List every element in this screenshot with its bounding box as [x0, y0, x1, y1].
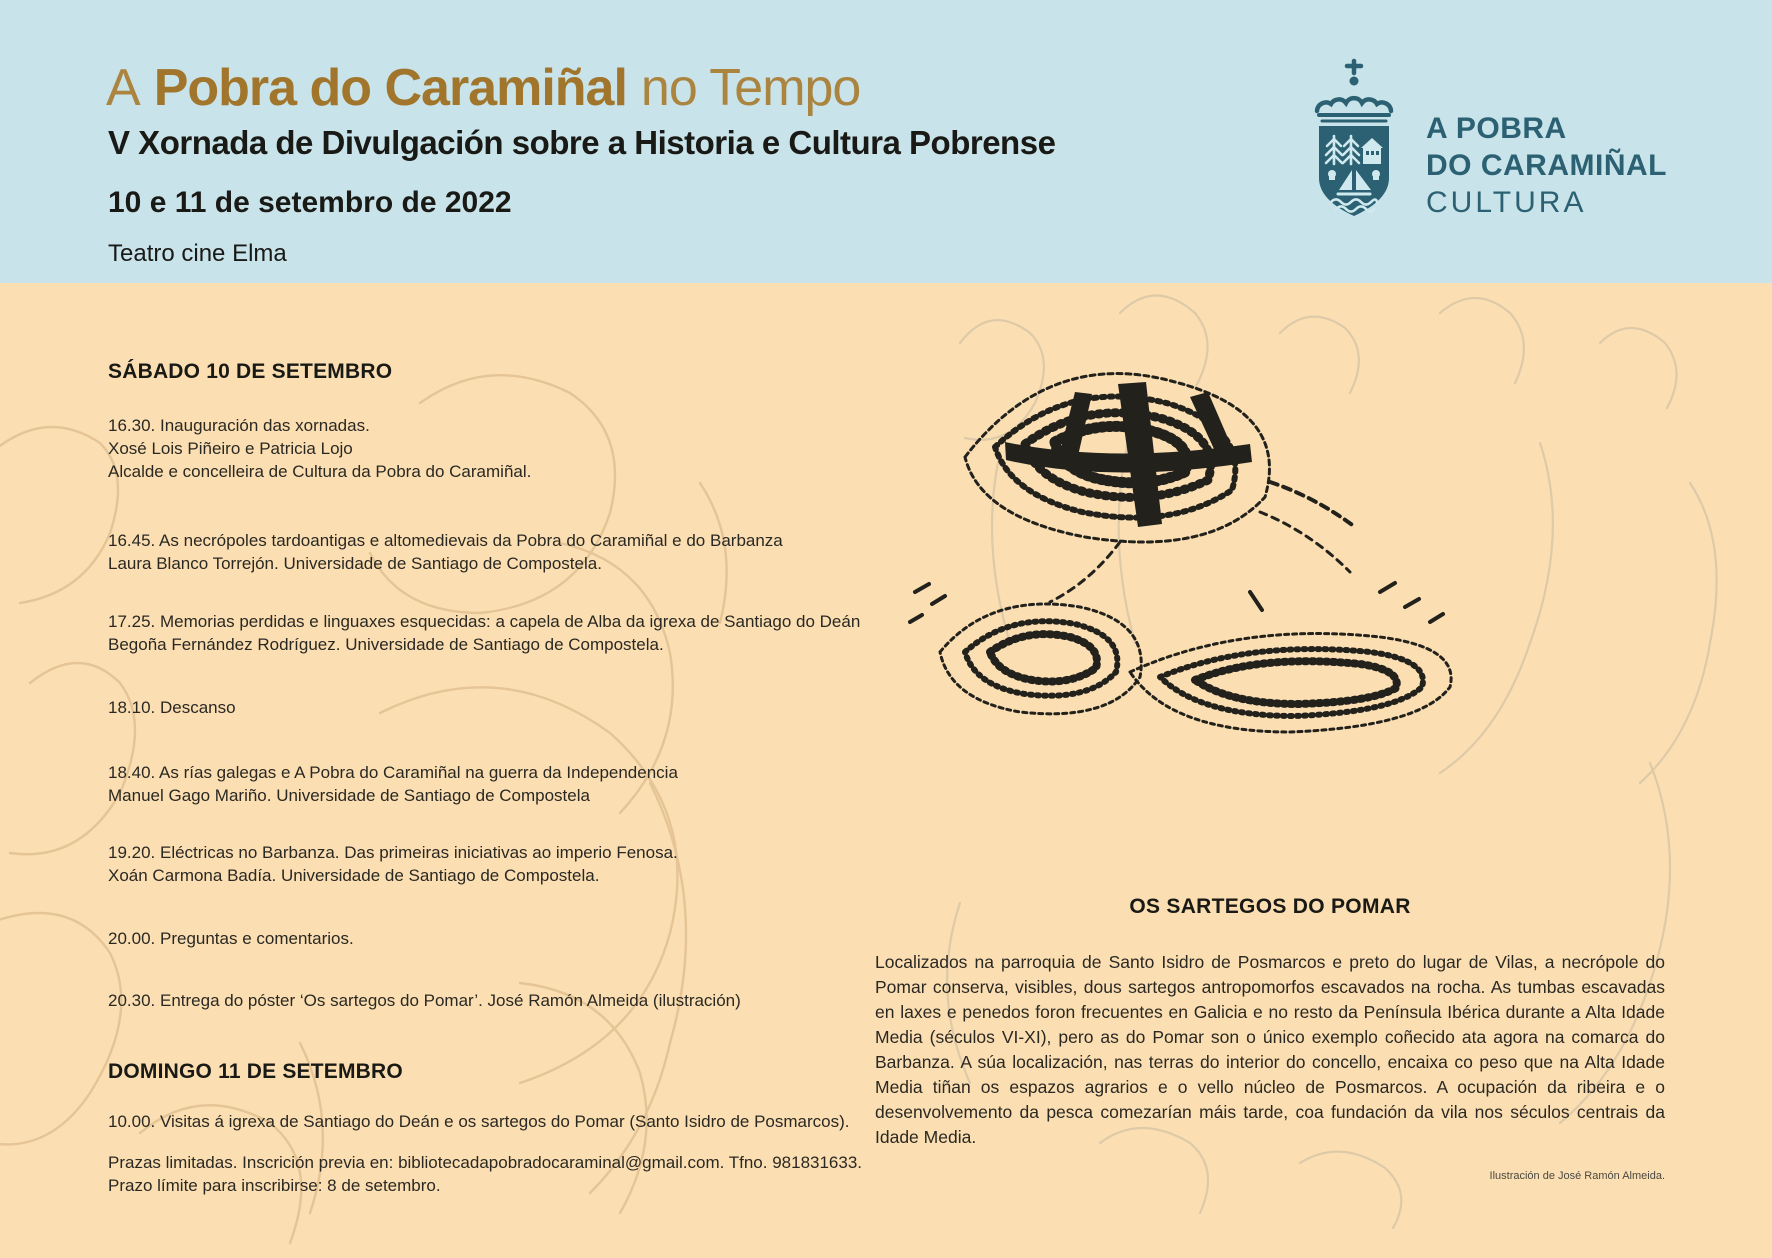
illustration-credit: Ilustración de José Ramón Almeida. [1489, 1170, 1665, 1182]
schedule-item [108, 414, 888, 483]
schedule-line: 18.10. Descanso [108, 698, 236, 717]
schedule-line: Xoán Carmona Badía. Universidade de Santiago de Compostela. [108, 866, 600, 885]
schedule-item [108, 610, 888, 656]
schedule-item [108, 927, 888, 950]
event-venue: Teatro cine Elma [108, 240, 287, 267]
schedule-line: 16.30. Inauguración das xornadas. [108, 416, 370, 435]
logo-wordmark [1426, 110, 1667, 235]
title-suffix: no Tempo [640, 59, 861, 117]
sartegos-ink-illustration [820, 292, 1520, 772]
logo-line-3: CULTURA [1426, 186, 1587, 219]
schedule-item [108, 989, 888, 1012]
schedule-line: Alcalde e concelleira de Cultura da Pobra do Caramiñal. [108, 462, 532, 481]
schedule-line: 19.20. Eléctricas no Barbanza. Das primeiras iniciativas ao imperio Fenosa. [108, 843, 678, 862]
schedule-line: 16.45. As necrópoles tardoantigas e altomedievais da Pobra do Caramiñal e do Barbanza [108, 531, 783, 550]
note-line: Prazo límite para inscribirse: 8 de setembro. [108, 1176, 441, 1195]
schedule-item [108, 529, 888, 575]
schedule-item [108, 841, 888, 887]
schedule-line: Begoña Fernández Rodríguez. Universidade de Santiago de Compostela. [108, 635, 664, 654]
logo-line-1: A POBRA [1426, 112, 1567, 145]
day1-heading: SÁBADO 10 DE SETEMBRO [108, 360, 393, 383]
schedule-item [108, 1110, 888, 1133]
schedule-line: Laura Blanco Torrejón. Universidade de Santiago de Compostela. [108, 554, 602, 573]
schedule [108, 360, 888, 1197]
page-title [106, 58, 860, 118]
feature-heading: OS SARTEGOS DO POMAR [1129, 895, 1411, 918]
note-line: Prazas limitadas. Inscrición previa en: bibliotecadapobradocaraminal@gmail.com. Tfno. 981831633. [108, 1153, 863, 1172]
schedule-line: Manuel Gago Mariño. Universidade de Santiago de Compostela [108, 786, 590, 805]
schedule-item [108, 761, 888, 807]
registration-note [108, 1151, 888, 1197]
schedule-line: 18.40. As rías galegas e A Pobra do Caramiñal na guerra da Independencia [108, 763, 678, 782]
schedule-line: 17.25. Memorias perdidas e linguaxes esquecidas: a capela de Alba da igrexa de Santiago do Deán [108, 612, 861, 631]
logo-line-2: DO CARAMIÑAL [1426, 149, 1667, 182]
day2-heading: DOMINGO 11 DE SETEMBRO [108, 1060, 403, 1083]
subtitle: V Xornada de Divulgación sobre a Historia e Cultura Pobrense [108, 124, 1056, 161]
feature-body: Localizados na parroquia de Santo Isidro de Posmarcos e preto do lugar de Vilas, a necrópole do Pomar conserva, visibles, dous sartegos antropomorfos escavados na rocha. As tumbas escavadas en laxes e penedos foron frecuentes en Galicia e no resto da Península Ibérica durante a Alta Idade Media (séculos VI-XI), pero as do Pomar son o único exemplo coñecido ata agora na comarca do Barbanza. A súa localización, nas terras do interior do concello, encaixa co peso que na Alta Idade Media tiñan os espazos agrarios e o vello núcleo de Posmarcos. A ocupación da ribeira e o desenvolvemento da pesca comezarían máis tarde, coa fundación da vila nos séculos centrais da Idade Media. [875, 952, 1665, 1147]
schedule-line: 20.30. Entrega do póster ‘Os sartegos do Pomar’. José Ramón Almeida (ilustración) [108, 991, 741, 1010]
title-emphasis: Pobra do Caramiñal [153, 59, 627, 117]
schedule-line: 20.00. Preguntas e comentarios. [108, 929, 354, 948]
schedule-line: Xosé Lois Piñeiro e Patricia Lojo [108, 439, 353, 458]
header-band [0, 0, 1772, 283]
title-prefix: A [106, 59, 140, 117]
schedule-item [108, 696, 888, 719]
event-dates: 10 e 11 de setembro de 2022 [108, 186, 512, 219]
crest-icon [1308, 58, 1400, 235]
schedule-line: 10.00. Visitas á igrexa de Santiago do Deán e os sartegos do Pomar (Santo Isidro de Posmarcos). [108, 1112, 850, 1131]
municipal-logo [1308, 58, 1667, 235]
